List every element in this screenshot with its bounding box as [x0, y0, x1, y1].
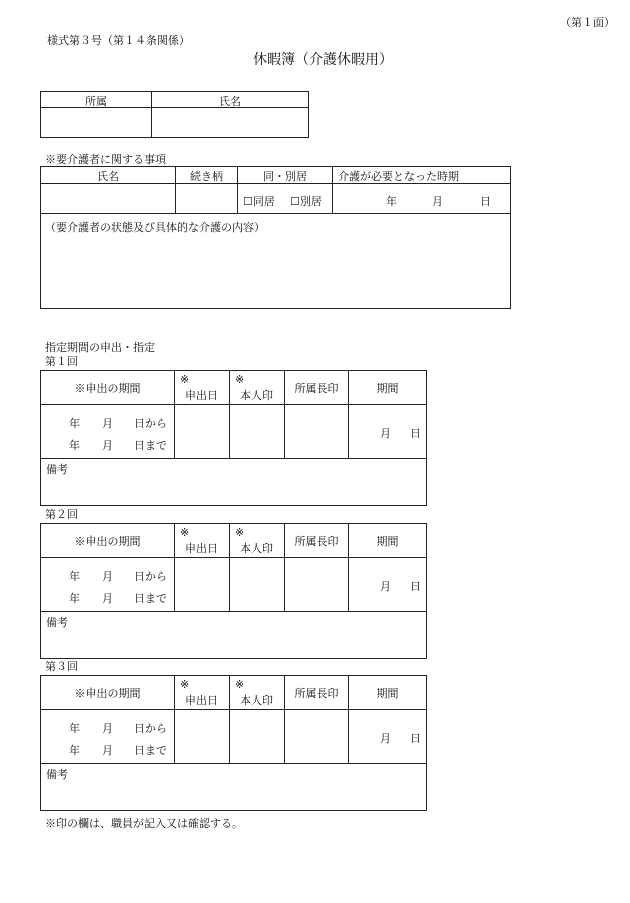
- remarks-field[interactable]: [40, 763, 427, 811]
- care-date-year: 年: [386, 195, 397, 208]
- period-entry-cell[interactable]: [284, 404, 349, 459]
- personal-seal-header: 本人印: [240, 389, 273, 402]
- period-entry-cell[interactable]: [284, 557, 349, 612]
- remarks-label: 備考: [46, 768, 68, 781]
- request-date-header: 申出日: [185, 694, 218, 707]
- page-marker: （第１面）: [560, 16, 615, 29]
- remarks-label: 備考: [46, 463, 68, 476]
- checkbox-separate-residence[interactable]: [290, 193, 322, 209]
- round-label: 第３回: [45, 660, 78, 673]
- period-col-header: ※申出の期間: [74, 535, 141, 548]
- duration-day: 日: [410, 732, 421, 745]
- personal-seal-header: 本人印: [240, 542, 273, 555]
- duration-header: 期間: [376, 535, 399, 548]
- request-mark: ※: [180, 526, 190, 539]
- duration-month: 月: [380, 732, 391, 745]
- footnote: ※印の欄は、職員が記入又は確認する。: [45, 817, 243, 830]
- from-year: 年: [69, 570, 80, 583]
- to-day: 日まで: [134, 744, 167, 757]
- from-day: 日から: [134, 570, 167, 583]
- remarks-label: 備考: [46, 616, 68, 629]
- checkbox-square-icon: ☐: [243, 195, 253, 208]
- checkbox-same-residence[interactable]: [243, 193, 275, 209]
- period-section-heading: 指定期間の申出・指定: [45, 341, 155, 354]
- from-month: 月: [102, 722, 113, 735]
- care-details-label: （要介護者の状態及び具体的な介護の内容）: [45, 221, 265, 234]
- manager-seal-header: 所属長印: [294, 382, 339, 395]
- to-year: 年: [69, 744, 80, 757]
- from-month: 月: [102, 417, 113, 430]
- request-date-header: 申出日: [185, 389, 218, 402]
- round-label: 第２回: [45, 508, 78, 521]
- to-month: 月: [102, 439, 113, 452]
- from-year: 年: [69, 417, 80, 430]
- manager-seal-header: 所属長印: [294, 687, 339, 700]
- checkbox-square-icon: ☐: [290, 195, 300, 208]
- care-name-field[interactable]: [40, 183, 176, 214]
- request-mark: ※: [180, 373, 190, 386]
- to-day: 日まで: [134, 439, 167, 452]
- form-number: 様式第３号（第１４条関係）: [47, 34, 190, 47]
- name-field[interactable]: [151, 107, 309, 138]
- checkbox-separate-label: 別居: [299, 195, 322, 208]
- period-entry-cell[interactable]: [284, 709, 349, 764]
- remarks-field[interactable]: [40, 458, 427, 506]
- to-year: 年: [69, 592, 80, 605]
- to-month: 月: [102, 744, 113, 757]
- period-col-header: ※申出の期間: [74, 382, 141, 395]
- from-day: 日から: [134, 417, 167, 430]
- seal-mark: ※: [235, 526, 245, 539]
- care-section-heading: ※要介護者に関する事項: [45, 153, 166, 166]
- care-relationship-header: 続き柄: [190, 170, 223, 183]
- duration-month: 月: [380, 580, 391, 593]
- period-entry-cell[interactable]: [174, 557, 230, 612]
- period-col-header: ※申出の期間: [74, 687, 141, 700]
- care-name-header: 氏名: [97, 170, 119, 183]
- page-title: 休暇簿（介護休暇用）: [253, 52, 393, 68]
- round-label: 第１回: [45, 355, 78, 368]
- period-entry-cell[interactable]: [229, 557, 285, 612]
- from-month: 月: [102, 570, 113, 583]
- period-entry-cell[interactable]: [229, 709, 285, 764]
- duration-header: 期間: [376, 382, 399, 395]
- personal-seal-header: 本人印: [240, 694, 273, 707]
- from-year: 年: [69, 722, 80, 735]
- to-day: 日まで: [134, 592, 167, 605]
- seal-mark: ※: [235, 678, 245, 691]
- checkbox-same-label: 同居: [252, 195, 275, 208]
- duration-month: 月: [380, 427, 391, 440]
- affiliation-field[interactable]: [40, 107, 152, 138]
- period-entry-cell[interactable]: [174, 709, 230, 764]
- request-mark: ※: [180, 678, 190, 691]
- remarks-field[interactable]: [40, 611, 427, 659]
- care-cohabitation-header: 同・別居: [263, 170, 307, 183]
- care-time-header: 介護が必要となった時期: [338, 170, 459, 183]
- affiliation-header: 所属: [85, 95, 107, 108]
- period-entry-cell[interactable]: [174, 404, 230, 459]
- duration-day: 日: [410, 427, 421, 440]
- request-date-header: 申出日: [185, 542, 218, 555]
- from-day: 日から: [134, 722, 167, 735]
- duration-day: 日: [410, 580, 421, 593]
- care-relationship-field[interactable]: [175, 183, 238, 214]
- duration-header: 期間: [376, 687, 399, 700]
- care-date-month: 月: [432, 195, 443, 208]
- to-month: 月: [102, 592, 113, 605]
- manager-seal-header: 所属長印: [294, 535, 339, 548]
- name-header: 氏名: [219, 95, 241, 108]
- to-year: 年: [69, 439, 80, 452]
- period-entry-cell[interactable]: [229, 404, 285, 459]
- care-date-day: 日: [480, 195, 491, 208]
- seal-mark: ※: [235, 373, 245, 386]
